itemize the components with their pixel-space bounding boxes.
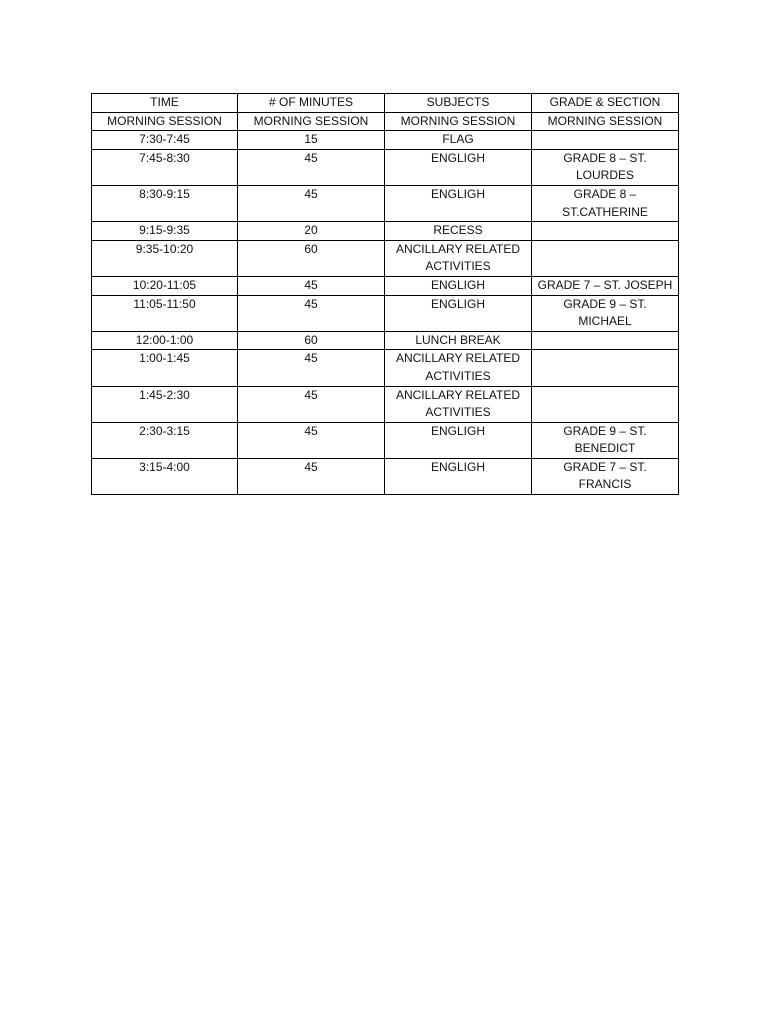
cell-grade-section <box>532 240 679 276</box>
cell-subject: ANCILLARY RELATED ACTIVITIES <box>385 386 532 422</box>
cell-time: 7:30-7:45 <box>92 131 238 150</box>
cell-subject: RECESS <box>385 222 532 241</box>
cell-grade-section: GRADE 8 – ST.CATHERINE <box>532 185 679 221</box>
cell-subject: ENGLIGH <box>385 276 532 295</box>
table-row <box>92 149 679 185</box>
table-row <box>92 240 679 276</box>
header-row <box>92 94 679 113</box>
cell-time: 1:00-1:45 <box>92 350 238 386</box>
cell-minutes: 45 <box>238 295 385 331</box>
table-row <box>92 222 679 241</box>
cell-subject: ANCILLARY RELATED ACTIVITIES <box>385 240 532 276</box>
cell-time: 10:20-11:05 <box>92 276 238 295</box>
cell-time: 1:45-2:30 <box>92 386 238 422</box>
cell-minutes: 60 <box>238 240 385 276</box>
schedule-table <box>91 93 679 495</box>
header-time: TIME <box>92 94 238 113</box>
cell-subject: ANCILLARY RELATED ACTIVITIES <box>385 350 532 386</box>
cell-minutes: 45 <box>238 458 385 494</box>
cell-time: 9:15-9:35 <box>92 222 238 241</box>
cell-time: 12:00-1:00 <box>92 331 238 350</box>
cell-time: 9:35-10:20 <box>92 240 238 276</box>
cell-subject: ENGLIGH <box>385 295 532 331</box>
cell-subject: ENGLIGH <box>385 422 532 458</box>
cell-grade-section: GRADE 9 – ST. MICHAEL <box>532 295 679 331</box>
cell-minutes: 45 <box>238 422 385 458</box>
table-row <box>92 386 679 422</box>
table-row <box>92 276 679 295</box>
table-row <box>92 422 679 458</box>
cell-minutes: 45 <box>238 350 385 386</box>
cell-time: 11:05-11:50 <box>92 295 238 331</box>
cell-grade-section: GRADE 9 – ST. BENEDICT <box>532 422 679 458</box>
table-row <box>92 185 679 221</box>
cell-grade-section <box>532 131 679 150</box>
cell-grade-section <box>532 331 679 350</box>
cell-time: 3:15-4:00 <box>92 458 238 494</box>
cell-minutes: 15 <box>238 131 385 150</box>
cell-grade-section <box>532 350 679 386</box>
cell-subject: ENGLIGH <box>385 185 532 221</box>
header-grade-section: GRADE & SECTION <box>532 94 679 113</box>
cell-time: 8:30-9:15 <box>92 185 238 221</box>
cell-subject: ENGLIGH <box>385 149 532 185</box>
table-row <box>92 331 679 350</box>
cell-minutes: 45 <box>238 185 385 221</box>
cell-grade-section: GRADE 7 – ST. JOSEPH <box>532 276 679 295</box>
table-row <box>92 350 679 386</box>
table-row <box>92 112 679 131</box>
cell-minutes: 60 <box>238 331 385 350</box>
table-row <box>92 131 679 150</box>
header-subjects: SUBJECTS <box>385 94 532 113</box>
cell-subject: ENGLIGH <box>385 458 532 494</box>
cell-grade-section: MORNING SESSION <box>532 112 679 131</box>
cell-minutes: 45 <box>238 149 385 185</box>
cell-grade-section <box>532 222 679 241</box>
cell-grade-section: GRADE 8 – ST. LOURDES <box>532 149 679 185</box>
header-minutes: # OF MINUTES <box>238 94 385 113</box>
cell-time: MORNING SESSION <box>92 112 238 131</box>
cell-grade-section: GRADE 7 – ST. FRANCIS <box>532 458 679 494</box>
cell-minutes: 45 <box>238 276 385 295</box>
cell-grade-section <box>532 386 679 422</box>
cell-minutes: MORNING SESSION <box>238 112 385 131</box>
cell-time: 7:45-8:30 <box>92 149 238 185</box>
table-row <box>92 458 679 494</box>
cell-minutes: 45 <box>238 386 385 422</box>
cell-subject: FLAG <box>385 131 532 150</box>
cell-time: 2:30-3:15 <box>92 422 238 458</box>
cell-minutes: 20 <box>238 222 385 241</box>
cell-subject: MORNING SESSION <box>385 112 532 131</box>
table-row <box>92 295 679 331</box>
cell-subject: LUNCH BREAK <box>385 331 532 350</box>
